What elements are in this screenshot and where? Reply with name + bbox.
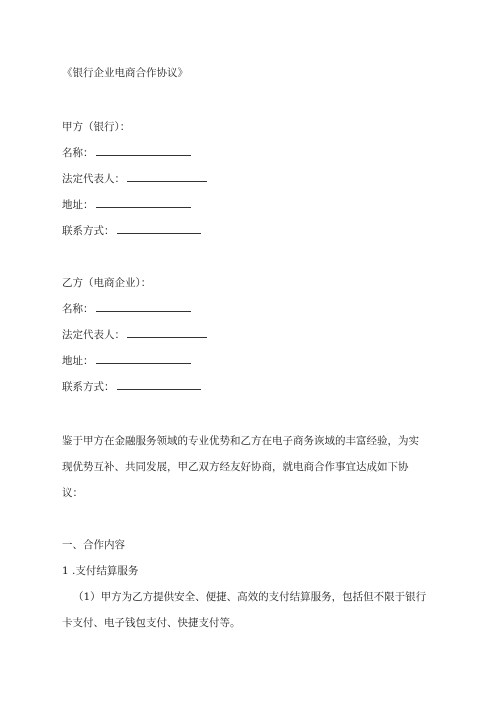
party-a-address-label: 地址：: [62, 199, 94, 211]
preamble-line: 现优势互补、共同发展，甲乙双方经友好协商，就电商合作事宜达成如下协: [62, 461, 409, 473]
party-a-name-blank: [96, 146, 191, 156]
party-a-rep-label: 法定代表人：: [62, 173, 125, 185]
party-b-name-label: 名称：: [62, 303, 94, 315]
party-a-address-row: [62, 198, 191, 212]
party-a-heading: 甲方（银行）：: [62, 121, 131, 133]
section-1-item-1-title: 1 .支付结算服务: [62, 565, 139, 577]
paragraph-line: （1）甲方为乙方提供安全、便捷、高效的支付结算服务，包括但不限于银行: [73, 591, 427, 603]
party-b-heading: 乙方（电商企业）：: [62, 277, 152, 289]
paragraph-line: 卡支付、电子钱包支付、快捷支付等。: [62, 617, 241, 629]
party-b-rep-blank: [127, 328, 207, 338]
preamble-paragraph: [62, 434, 440, 512]
party-b-address-label: 地址：: [62, 355, 94, 367]
party-b-name-blank: [96, 302, 191, 312]
preamble-line: 鉴于甲方在金融服务领域的专业优势和乙方在电子商务诙域的丰富经验，为实: [62, 435, 419, 447]
party-a-rep-blank: [127, 172, 207, 182]
party-a-contact-blank: [117, 224, 201, 234]
party-a-rep-row: [62, 172, 207, 186]
section-1-heading: 一、合作内容: [62, 539, 125, 551]
party-a-address-blank: [96, 198, 191, 208]
party-b-address-row: [62, 354, 191, 368]
party-a-contact-row: [62, 224, 201, 238]
party-b-rep-label: 法定代表人：: [62, 329, 125, 341]
party-b-contact-label: 联系方式：: [62, 381, 115, 393]
party-a-name-label: 名称：: [62, 147, 94, 159]
party-a-contact-label: 联系方式：: [62, 225, 115, 237]
party-b-rep-row: [62, 328, 207, 342]
party-b-name-row: [62, 302, 191, 316]
party-a-name-row: [62, 146, 191, 160]
party-b-contact-blank: [117, 380, 201, 390]
document-title: 《银行企业电商合作协议》: [62, 67, 188, 79]
party-b-address-blank: [96, 354, 191, 364]
section-1-item-1-paragraph: [62, 590, 440, 642]
preamble-line: 议：: [62, 487, 83, 499]
party-b-contact-row: [62, 380, 201, 394]
